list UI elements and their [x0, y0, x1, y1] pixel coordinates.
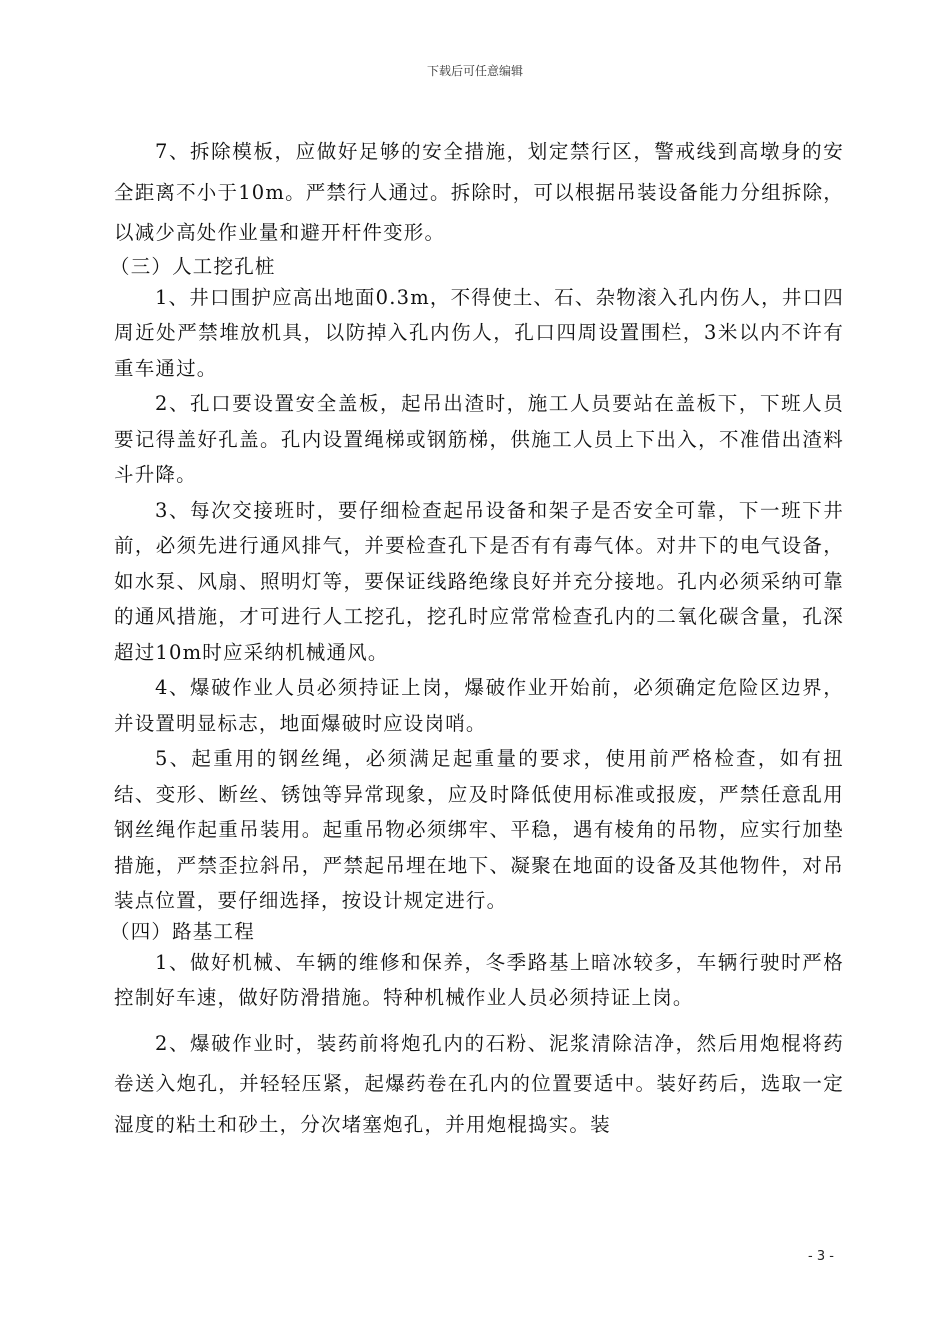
paragraph-item-4: 4、爆破作业人员必须持证上岗，爆破作业开始前，必须确定危险区边界，并设置明显标志，地面爆破时应设岗哨。: [114, 676, 844, 735]
section-heading-4: （四）路基工程: [110, 919, 255, 943]
paragraph-gap: [114, 1016, 844, 1024]
page-header: 下载后可任意编辑: [426, 64, 523, 78]
paragraph-item-2: 2、孔口要设置安全盖板，起吊出渣时，施工人员要站在盖板下，下班人员要记得盖好孔盖。孔内设置绳梯或钢筋梯，供施工人员上下出入，不准借出渣料斗升降。: [114, 392, 844, 486]
page-number: - 3 -: [808, 1249, 834, 1264]
section-heading-3: （三）人工挖孔桩: [110, 254, 276, 278]
paragraph-item-1: 1、井口围护应高出地面0.3m，不得使土、石、杂物滚入孔内伤人，井口四周近处严禁堆放机具，以防掉入孔内伤人，孔口四周设置围栏，3米以内不许有重车通过。: [114, 285, 844, 380]
document-body: [110, 132, 845, 1145]
paragraph-road-1: 1、做好机械、车辆的维修和保养，冬季路基上暗冰较多，车辆行驶时严格控制好车速，做好防滑措施。特种机械作业人员必须持证上岗。: [114, 950, 844, 1009]
paragraph-item-3: 3、每次交接班时，要仔细检查起吊设备和架子是否安全可靠，下一班下井前，必须先进行通风排气，并要检查孔下是否有有毒气体。对井下的电气设备，如水泵、风扇、照明灯等，要保证线路绝缘良好并充分接地。孔内必须采纳可靠的通风措施，才可进行人工挖孔，挖孔时应常常检查孔内的二氧化碳含量，孔深超过10m时应采纳机械通风。: [114, 498, 844, 664]
paragraph-item-5: 5、起重用的钢丝绳，必须满足起重量的要求，使用前严格检查，如有扭结、变形、断丝、锈蚀等异常现象，应及时降低使用标准或报废，严禁任意乱用钢丝绳作起重吊装用。起重吊物必须绑牢、平稳，遇有棱角的吊物，应实行加垫措施，严禁歪拉斜吊，严禁起吊埋在地下、凝聚在地面的设备及其他物件，对吊装点位置，要仔细选择，按设计规定进行。: [114, 747, 844, 912]
paragraph-item-7: 7、拆除模板，应做好足够的安全措施，划定禁行区，警戒线到高墩身的安全距离不小于10m。严禁行人通过。拆除时，可以根据吊装设备能力分组拆除，以减少高处作业量和避开杆件变形。: [114, 140, 845, 244]
paragraph-road-2: 2、爆破作业时，装药前将炮孔内的石粉、泥浆清除洁净，然后用炮棍将药卷送入炮孔，并轻轻压紧，起爆药卷在孔内的位置要适中。装好药后，选取一定湿度的粘土和砂土，分次堵塞炮孔，并用炮棍捣实。装: [114, 1031, 844, 1136]
